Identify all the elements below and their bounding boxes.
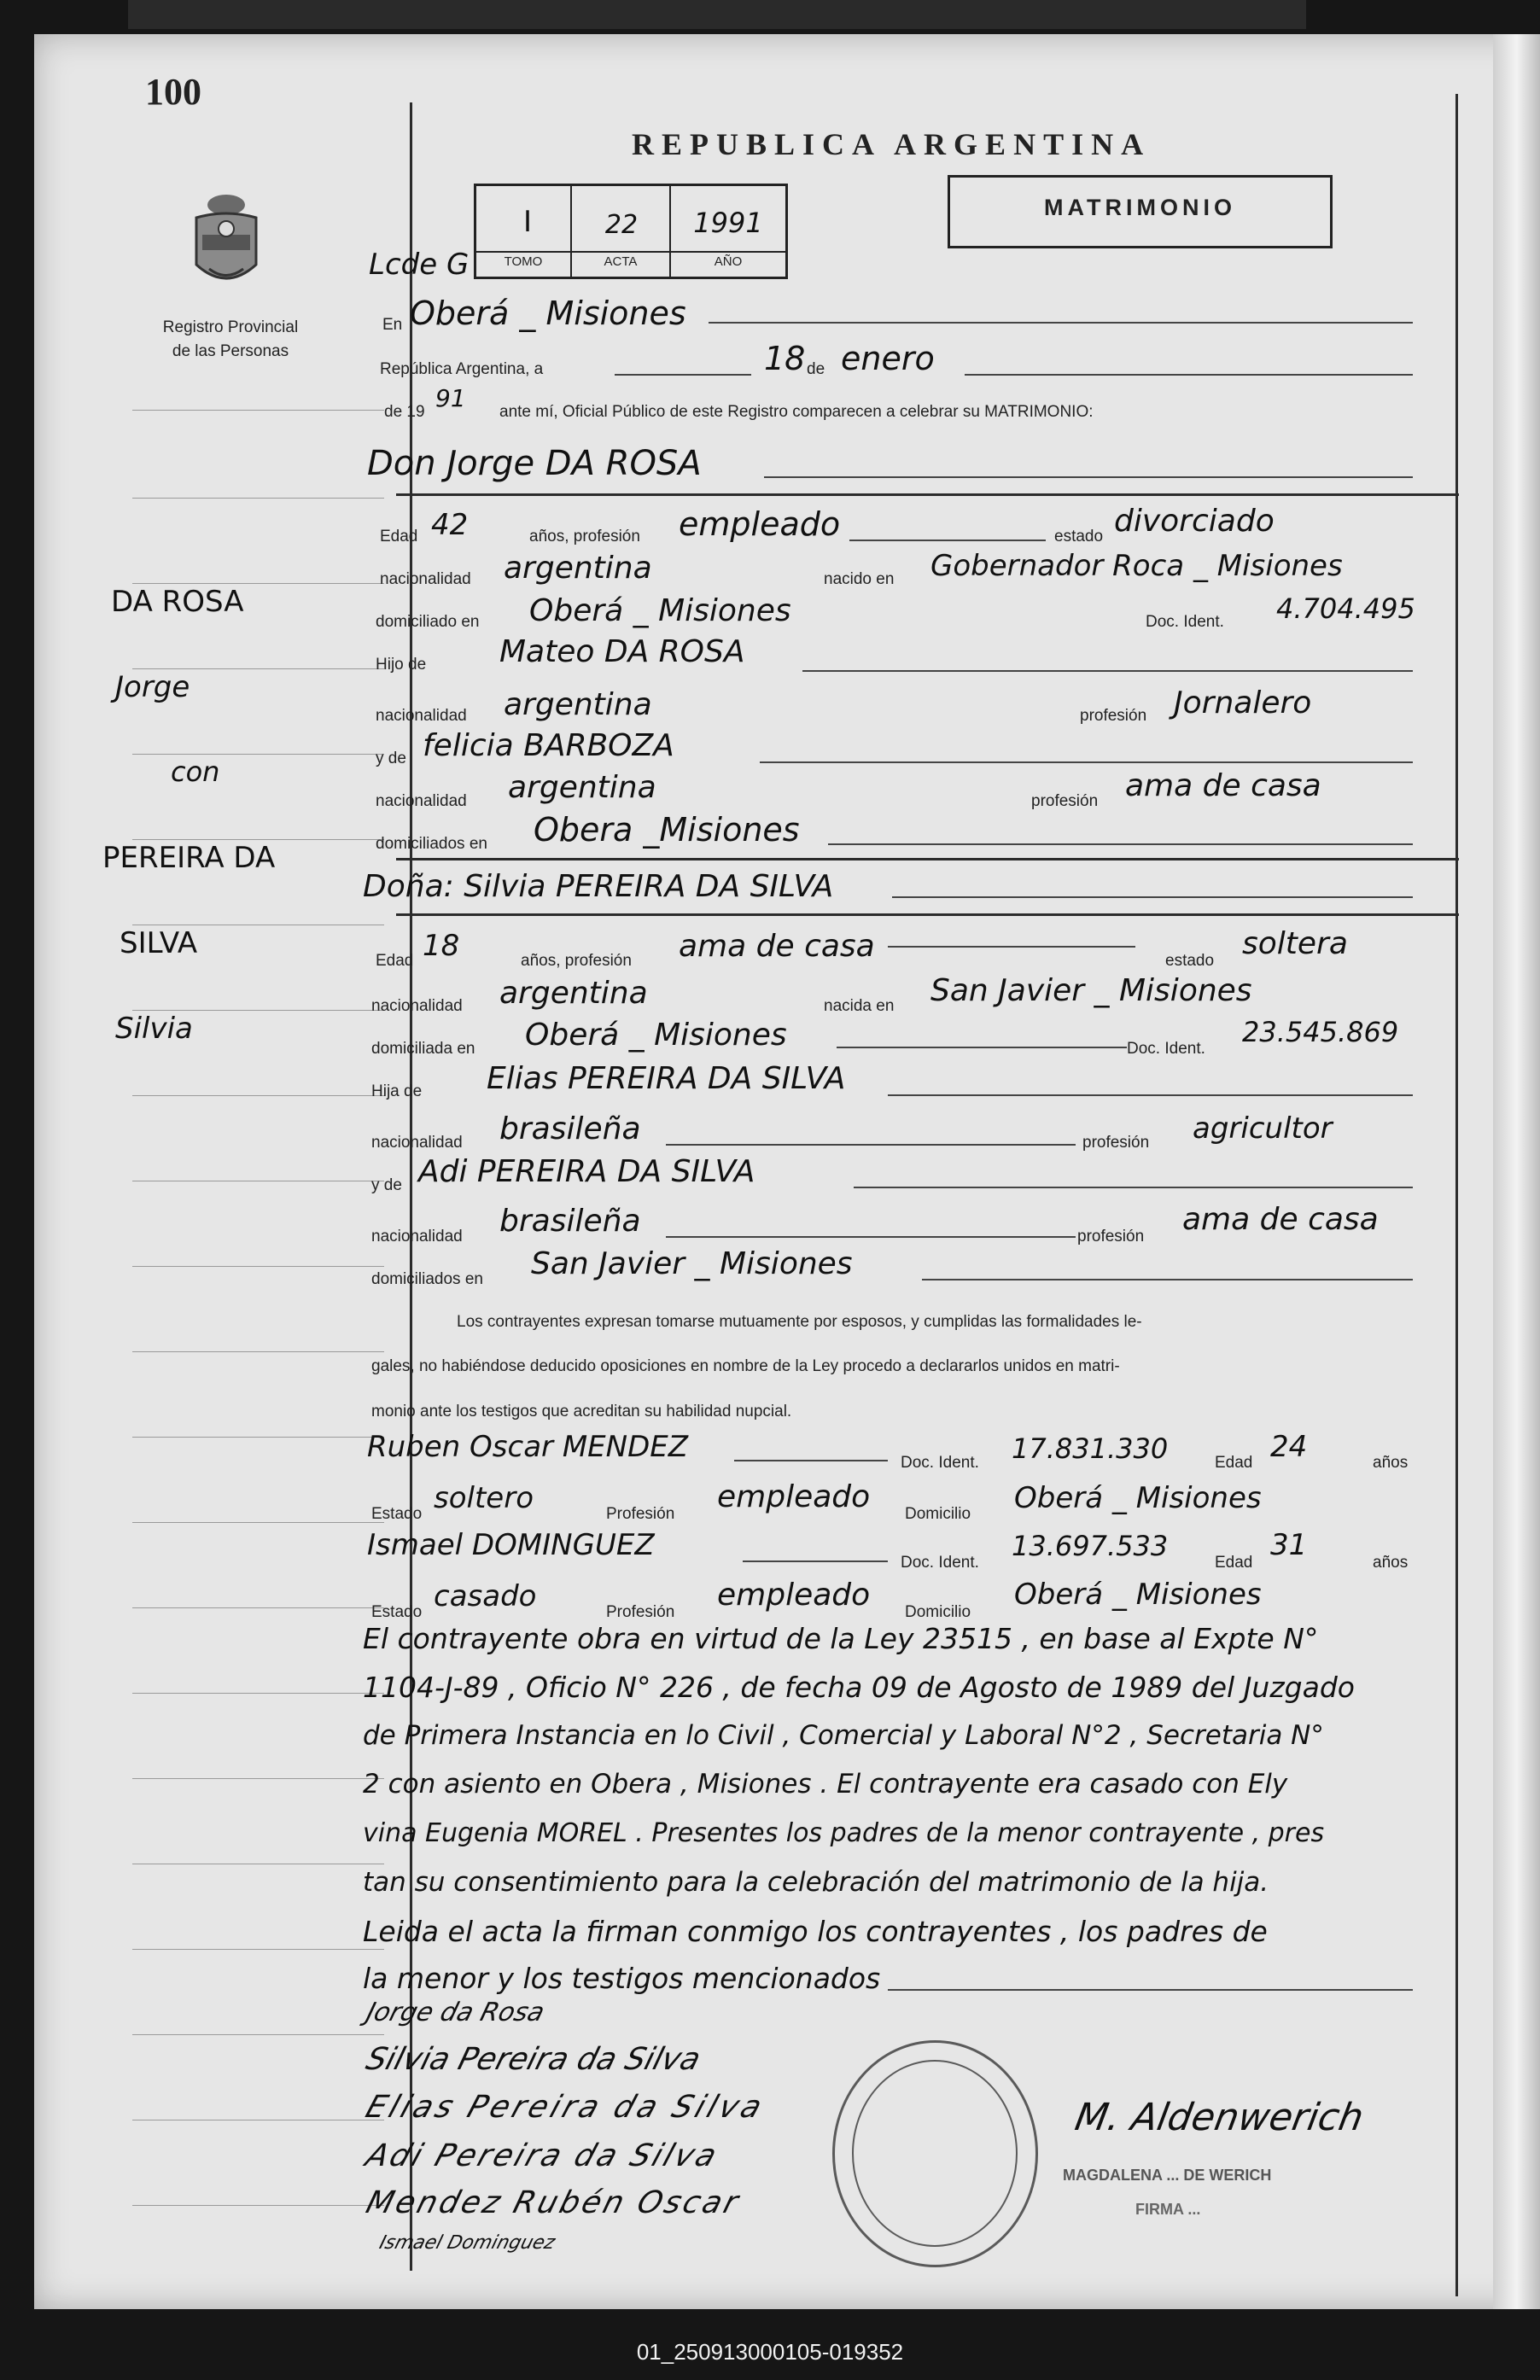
bride-mother-nationality-label: nacionalidad (371, 1228, 463, 1245)
bride-mother-profession-label: profesión (1077, 1228, 1145, 1245)
bride-father-profession-label: profesión (1082, 1134, 1150, 1152)
bride-father-nationality-label: nacionalidad (371, 1134, 463, 1152)
witness-1-domicile-label: Domicilio (905, 1505, 971, 1523)
witness-2-status-label: Estado (371, 1603, 423, 1621)
officer-signature: M. Aldenwerich (1071, 2096, 1368, 2139)
bride-mother-profession: ama de casa (1182, 1202, 1379, 1237)
margin-note-bride-surname-1: PEREIRA DA (102, 841, 276, 875)
witness-1-name: Ruben Oscar MENDEZ (367, 1430, 689, 1464)
officer-name: MAGDALENA ... DE WERICH (1063, 2167, 1272, 2184)
witness-2-age-label: Edad (1215, 1554, 1253, 1572)
groom-mother-profession-label: profesión (1031, 792, 1099, 810)
bride-mother: Adi PEREIRA DA SILVA (418, 1154, 755, 1189)
signature-groom: Jorge da Rosa (363, 1998, 548, 2027)
groom-status-label: estado (1054, 528, 1104, 545)
bride-born-label: nacida en (824, 997, 895, 1015)
bride-status-label: estado (1165, 952, 1215, 970)
tomo-acta-anio-table (474, 184, 788, 279)
groom-mother-nationality: argentina (508, 770, 656, 805)
bride-daughter-of-label: Hija de (371, 1082, 423, 1100)
groom-parents-domicile: Obera _Misiones (534, 811, 800, 849)
groom-age: 42 (431, 508, 469, 542)
margin-note-surname: DA ROSA (111, 585, 244, 619)
witness-1-doc: 17.831.330 (1012, 1432, 1169, 1465)
registry-line-2: de las Personas (172, 342, 289, 360)
groom-doc: 4.704.495 (1276, 592, 1415, 625)
place-city: Oberá _ Misiones (410, 295, 686, 332)
groom-father-nationality: argentina (504, 687, 652, 722)
bride-father-nationality: brasileña (499, 1111, 641, 1146)
bride-profession-label: años, profesión (521, 952, 632, 970)
groom-age-label: Edad (380, 528, 418, 545)
register-page (34, 34, 1532, 2309)
witness-2-status: casado (434, 1579, 537, 1613)
right-border (1455, 94, 1458, 2296)
note-line-3: de Primera Instancia en lo Civil , Comercial y Laboral N°2 , Secretaria N° (363, 1720, 1324, 1751)
formal-text-line-2: gales, no habiéndose deducido oposiciones en nombre de la Ley procedo a declararlos unidos en matri- (371, 1357, 1120, 1375)
anio-value: 1991 (693, 207, 763, 239)
witness-2-doc: 13.697.533 (1012, 1530, 1169, 1562)
witness-1-status-label: Estado (371, 1505, 423, 1523)
bride-domicile-label: domiciliada en (371, 1040, 475, 1058)
margin-note-con: con (171, 755, 220, 788)
witness-1-profession-label: Profesión (606, 1505, 675, 1523)
act-day: 18 (764, 340, 806, 377)
witness-1-status: soltero (434, 1481, 534, 1515)
groom-profession: empleado (679, 505, 841, 543)
groom-mother-label: y de (376, 750, 406, 767)
bride-doc-label: Doc. Ident. (1127, 1040, 1205, 1058)
republic-label: República Argentina, a (380, 360, 544, 378)
margin-note-bride-surname-2: SILVA (120, 926, 198, 960)
tomo-value: I (522, 205, 533, 239)
groom-nationality-label: nacionalidad (380, 570, 471, 588)
signature-witness-1: Mendez Rubén Oscar (362, 2185, 744, 2220)
note-line-6: tan su consentimiento para la celebración del matrimonio de la hija. (363, 1867, 1269, 1898)
acta-label: ACTA (604, 254, 638, 269)
year-prefix: de 19 (384, 403, 425, 421)
formal-text-line-3: monio ante los testigos que acreditan su habilidad nupcial. (371, 1403, 792, 1420)
official-stamp-icon (832, 2040, 1038, 2267)
bride-mother-nationality: brasileña (499, 1204, 641, 1239)
note-line-8: la menor y los testigos mencionados (363, 1962, 881, 1995)
groom-profession-label: años, profesión (529, 528, 640, 545)
book-code: Lcde G (369, 248, 470, 282)
witness-1-age-label: Edad (1215, 1454, 1253, 1472)
groom-father-profession: Jornalero (1174, 685, 1312, 720)
groom-name: Don Jorge DA ROSA (367, 444, 702, 483)
country-title: REPUBLICA ARGENTINA (632, 127, 1152, 161)
note-line-4: 2 con asiento en Obera , Misiones . El contrayente era casado con Ely (363, 1769, 1288, 1800)
bride-mother-label: y de (371, 1176, 402, 1194)
bride-domicile: Oberá _ Misiones (525, 1018, 787, 1053)
witness-1-profession: empleado (717, 1479, 871, 1514)
anio-label: AÑO (714, 254, 743, 269)
signature-bride-father: Elias Pereira da Silva (361, 2090, 770, 2125)
act-type-label: MATRIMONIO (1044, 195, 1236, 220)
note-line-2: 1104-J-89 , Oficio N° 226 , de fecha 09 de Agosto de 1989 del Juzgado (363, 1671, 1355, 1704)
page-edge (1493, 34, 1540, 2309)
book-top-edge (128, 0, 1306, 29)
groom-father-nationality-label: nacionalidad (376, 707, 467, 725)
bride-father: Elias PEREIRA DA SILVA (487, 1061, 846, 1096)
registry-line-1: Registro Provincial (162, 318, 299, 336)
groom-mother: felicia BARBOZA (423, 728, 674, 763)
note-line-7: Leida el acta la firman conmigo los contrayentes , los padres de (363, 1915, 1268, 1948)
note-line-5: vina Eugenia MOREL . Presentes los padres de la menor contrayente , pres (363, 1818, 1325, 1848)
groom-birthplace: Gobernador Roca _ Misiones (930, 549, 1343, 583)
bride-name: Doña: Silvia PEREIRA DA SILVA (363, 869, 834, 904)
note-line-1: El contrayente obra en virtud de la Ley 23515 , en base al Expte N° (363, 1622, 1319, 1655)
bride-nationality: argentina (499, 976, 648, 1011)
bride-profession: ama de casa (679, 929, 875, 964)
signature-witness-2: Ismael Dominguez (376, 2232, 557, 2254)
acta-value: 22 (604, 210, 639, 240)
witness-2-domicile-label: Domicilio (905, 1603, 971, 1621)
image-id-footer: 01_250913000105-019352 (636, 2339, 904, 2365)
witness-2-profession-label: Profesión (606, 1603, 675, 1621)
intro-text: ante mí, Oficial Público de este Registro comparecen a celebrar su MATRIMONIO: (499, 403, 1094, 421)
signature-bride-mother: Adi Pereira da Silva (361, 2138, 724, 2173)
formal-text-line-1: Los contrayentes expresan tomarse mutuamente por esposos, y cumplidas las formalidades le- (457, 1313, 1142, 1331)
act-month: enero (841, 340, 935, 377)
witness-1-age: 24 (1270, 1430, 1308, 1464)
groom-doc-label: Doc. Ident. (1146, 613, 1224, 631)
bride-parents-domicile: San Javier _ Misiones (531, 1246, 853, 1281)
bride-father-profession: agricultor (1193, 1111, 1333, 1146)
witness-2-domicile: Oberá _ Misiones (1014, 1578, 1262, 1612)
bride-nationality-label: nacionalidad (371, 997, 463, 1015)
groom-father-profession-label: profesión (1080, 707, 1147, 725)
bride-parents-domicile-label: domiciliados en (371, 1270, 483, 1288)
witness-2-doc-label: Doc. Ident. (901, 1554, 979, 1572)
margin-note-bride-name: Silvia (115, 1012, 193, 1046)
groom-son-of-label: Hijo de (376, 656, 427, 674)
witness-2-profession: empleado (717, 1578, 871, 1613)
groom-parents-domicile-label: domiciliados en (376, 835, 487, 853)
year-suffix: 91 (435, 384, 466, 412)
witness-1-doc-label: Doc. Ident. (901, 1454, 979, 1472)
witness-2-name: Ismael DOMINGUEZ (367, 1528, 655, 1562)
coat-of-arms-icon (184, 188, 269, 299)
groom-mother-profession: ama de casa (1125, 768, 1321, 803)
groom-nationality: argentina (504, 551, 652, 586)
groom-mother-nationality-label: nacionalidad (376, 792, 467, 810)
en-label: En (382, 316, 403, 334)
groom-born-label: nacido en (824, 570, 895, 588)
witness-1-domicile: Oberá _ Misiones (1014, 1481, 1262, 1515)
de-label: de (807, 360, 825, 378)
bride-doc: 23.545.869 (1242, 1016, 1399, 1048)
groom-domicile: Oberá _ Misiones (529, 593, 791, 628)
bride-age: 18 (423, 929, 460, 963)
bride-age-label: Edad (376, 952, 414, 970)
page-number: 100 (145, 71, 201, 113)
tomo-label: TOMO (504, 254, 543, 269)
witness-2-years-label: años (1373, 1554, 1409, 1572)
groom-status: divorciado (1114, 504, 1275, 539)
bride-birthplace: San Javier _ Misiones (930, 973, 1252, 1008)
witness-1-years-label: años (1373, 1454, 1409, 1472)
margin-note-first-name: Jorge (115, 670, 190, 704)
officer-title: FIRMA ... (1135, 2201, 1201, 2218)
bride-status: soltera (1242, 926, 1348, 961)
witness-2-age: 31 (1270, 1528, 1308, 1562)
signature-bride: Silvia Pereira da Silva (362, 2042, 704, 2077)
registry-name (128, 316, 333, 364)
groom-domicile-label: domiciliado en (376, 613, 480, 631)
groom-father: Mateo DA ROSA (499, 634, 745, 669)
